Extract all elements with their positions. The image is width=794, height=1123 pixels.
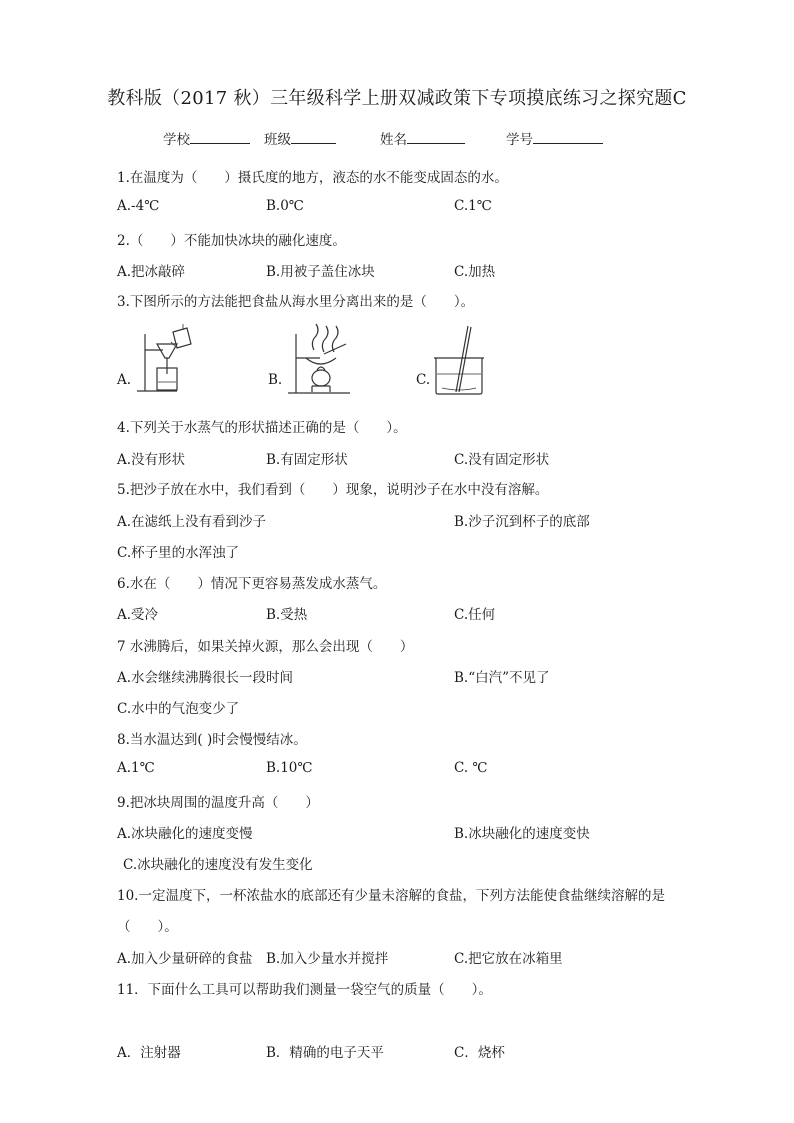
question-11: 11．下面什么工具可以帮助我们测量一袋空气的质量（ ）。 (117, 982, 492, 998)
question-7: 7 水沸腾后，如果关掉火源，那么会出现（ ） (117, 639, 414, 655)
q7-option-c[interactable]: C.水中的气泡变少了 (117, 701, 240, 717)
q8-option-c[interactable]: C. ℃ (454, 760, 488, 776)
q1-option-a[interactable]: A.-4℃ (117, 198, 160, 214)
q5-option-b[interactable]: B.沙子沉到杯子的底部 (454, 514, 590, 530)
number-field[interactable] (506, 128, 603, 148)
name-field[interactable] (380, 128, 465, 148)
q4-option-c[interactable]: C.没有固定形状 (454, 452, 550, 468)
q7-option-b[interactable]: B.“白汽”不见了 (454, 670, 550, 686)
class-field[interactable] (264, 128, 336, 148)
school-blank[interactable] (190, 129, 250, 144)
q9-option-c[interactable]: C.冰块融化的速度没有发生变化 (123, 857, 313, 873)
name-label: 姓名 (380, 132, 407, 148)
number-blank[interactable] (533, 129, 603, 144)
q7-option-a[interactable]: A.水会继续沸腾很长一段时间 (117, 670, 294, 686)
question-6: 6.水在（ ）情况下更容易蒸发成水蒸气。 (117, 576, 387, 592)
q9-option-b[interactable]: B.冰块融化的速度变快 (454, 826, 590, 842)
q8-option-a[interactable]: A.1℃ (117, 760, 155, 776)
q4-option-a[interactable]: A.没有形状 (117, 452, 186, 468)
beaker-stirring-figure (430, 322, 490, 396)
q11-option-b[interactable]: B．精确的电子天平 (266, 1045, 384, 1061)
q2-option-a[interactable]: A.把冰敲碎 (117, 264, 186, 280)
question-2: 2.（ ）不能加快冰块的融化速度。 (117, 233, 346, 249)
school-label: 学校 (163, 132, 190, 148)
evaporation-apparatus-figure (284, 322, 356, 396)
question-10: 10.一定温度下，一杯浓盐水的底部还有少量未溶解的食盐，下列方法能使食盐继续溶解的是 (117, 888, 665, 904)
question-10-continued: （ ）。 (117, 919, 178, 935)
class-blank[interactable] (291, 129, 336, 144)
class-label: 班级 (264, 132, 291, 148)
q3-option-b[interactable]: B. (268, 372, 283, 388)
number-label: 学号 (506, 132, 533, 148)
school-field[interactable] (163, 128, 250, 148)
question-3: 3.下图所示的方法能把食盐从海水里分离出来的是（ ）。 (117, 294, 475, 310)
q6-option-c[interactable]: C.任何 (454, 607, 496, 623)
q3-option-a[interactable]: A. (117, 372, 132, 388)
page-title: 教科版（2017 秋）三年级科学上册双减政策下专项摸底练习之探究题C (107, 88, 687, 109)
q6-option-b[interactable]: B.受热 (266, 607, 308, 623)
question-1: 1.在温度为（ ）摄氏度的地方，液态的水不能变成固态的水。 (117, 170, 508, 186)
q10-option-a[interactable]: A.加入少量研碎的食盐 (117, 951, 253, 967)
q6-option-a[interactable]: A.受冷 (117, 607, 159, 623)
filtration-apparatus-figure (133, 322, 199, 394)
question-5: 5.把沙子放在水中，我们看到（ ）现象，说明沙子在水中没有溶解。 (117, 482, 549, 498)
q5-option-c[interactable]: C.杯子里的水浑浊了 (117, 545, 240, 561)
q11-option-a[interactable]: A．注射器 (117, 1045, 181, 1061)
name-blank[interactable] (407, 129, 465, 144)
q2-option-c[interactable]: C.加热 (454, 264, 496, 280)
question-9: 9.把冰块周围的温度升高（ ） (117, 795, 319, 811)
question-4: 4.下列关于水蒸气的形状描述正确的是（ ）。 (117, 420, 407, 436)
q1-option-b[interactable]: B.0℃ (266, 198, 304, 214)
q10-option-b[interactable]: B.加入少量水并搅拌 (266, 951, 389, 967)
question-8: 8.当水温达到( )时会慢慢结冰。 (117, 732, 307, 748)
q3-option-c[interactable]: C. (416, 372, 431, 388)
q8-option-b[interactable]: B.10℃ (266, 760, 313, 776)
q1-option-c[interactable]: C.1℃ (454, 198, 492, 214)
q9-option-a[interactable]: A.冰块融化的速度变慢 (117, 826, 253, 842)
q4-option-b[interactable]: B.有固定形状 (266, 452, 348, 468)
q5-option-a[interactable]: A.在滤纸上没有看到沙子 (117, 514, 267, 530)
q2-option-b[interactable]: B.用被子盖住冰块 (266, 264, 375, 280)
q10-option-c[interactable]: C.把它放在冰箱里 (454, 951, 563, 967)
q11-option-c[interactable]: C．烧杯 (454, 1045, 505, 1061)
